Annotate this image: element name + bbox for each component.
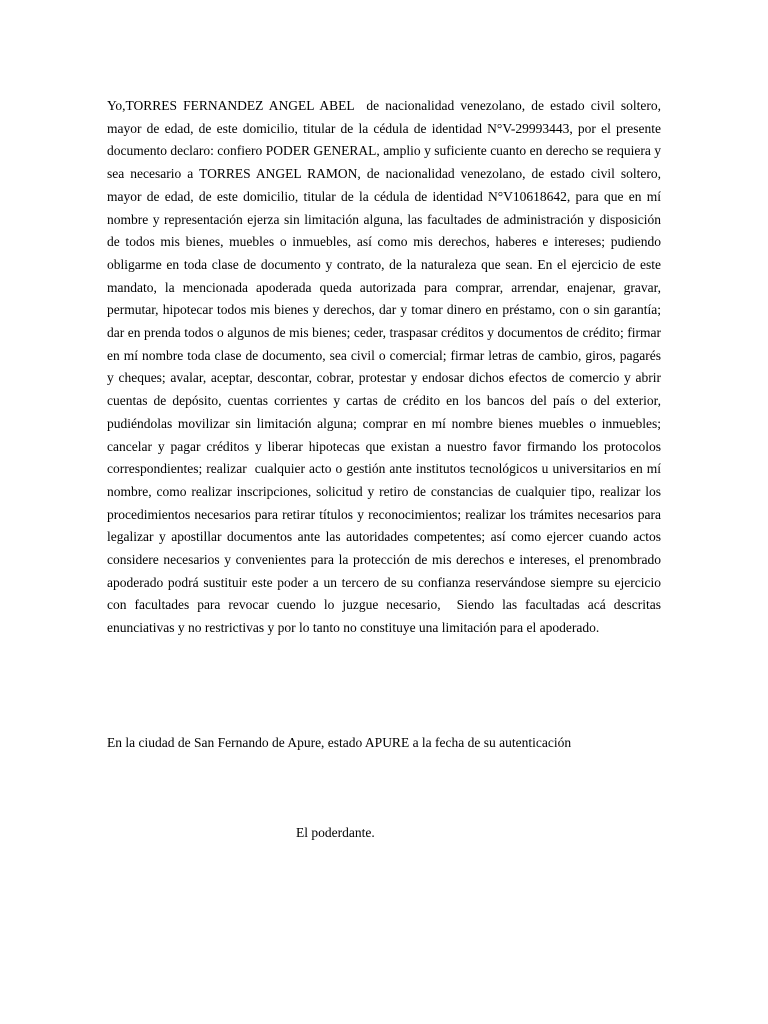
place-and-date-line: En la ciudad de San Fernando de Apure, estado APURE a la fecha de su autenticación xyxy=(107,735,572,750)
signature-label: El poderdante. xyxy=(296,825,375,840)
power-of-attorney-body: Yo,TORRES FERNANDEZ ANGEL ABEL de nacionalidad venezolano, de estado civil soltero, mayor de edad, de este domicilio, titular de la cédula de identidad N°V-29993443, por el presente documento declaro: confiero PODER GENERAL, amplio y suficiente cuanto en derecho se requiera y sea necesario a TORRES ANGEL RAMON, de nacionalidad venezolano, de estado civil soltero, mayor de edad, de este domicilio, titular de la cédula de identidad N°V10618642, para que en mí nombre y representación ejerza sin limitación alguna, las facultades de administración y disposición de todos mis bienes, muebles o inmuebles, así como mis derechos, haberes e intereses; pudiendo obligarme en toda clase de documento y contrato, de la naturaleza que sean. En el ejercicio de este mandato, la mencionada apoderada queda autorizada para comprar, arrendar, enajenar, gravar, permutar, hipotecar todos mis bienes y derechos, dar y tomar dinero en préstamo, con o sin garantía; dar en prenda todos o algunos de mis bienes; ceder, traspasar créditos y documentos de crédito; firmar en mí nombre toda clase de documento, sea civil o comercial; firmar letras de cambio, giros, pagarés y cheques; avalar, aceptar, descontar, cobrar, protestar y endosar dichos efectos de comercio y abrir cuentas de depósito, cuentas corrientes y cartas de crédito en los bancos del país o del exterior, pudiéndolas movilizar sin limitación alguna; comprar en mí nombre bienes muebles o inmuebles; cancelar y pagar créditos y liberar hipotecas que existan a nuestro favor firmando los protocolos correspondientes; realizar cualquier acto o gestión ante institutos tecnológicos u universitarios en mí nombre, como realizar inscripciones, solicitud y retiro de constancias de cualquier tipo, realizar los procedimientos necesarios para retirar títulos y reconocimientos; realizar los trámites necesarios para legalizar y apostillar documentos ante las autoridades competentes; así como ejercer cuando actos considere necesarios y convenientes para la protección de mis derechos e intereses, el prenombrado apoderado podrá sustituir este poder a un tercero de su confianza reservándose siempre su ejercicio con facultades para revocar cuendo lo juzgue necesario, Siendo las facultadas acá descritas enunciativas y no restrictivas y por lo tanto no constituye una limitación para el apoderado. xyxy=(107,98,665,636)
